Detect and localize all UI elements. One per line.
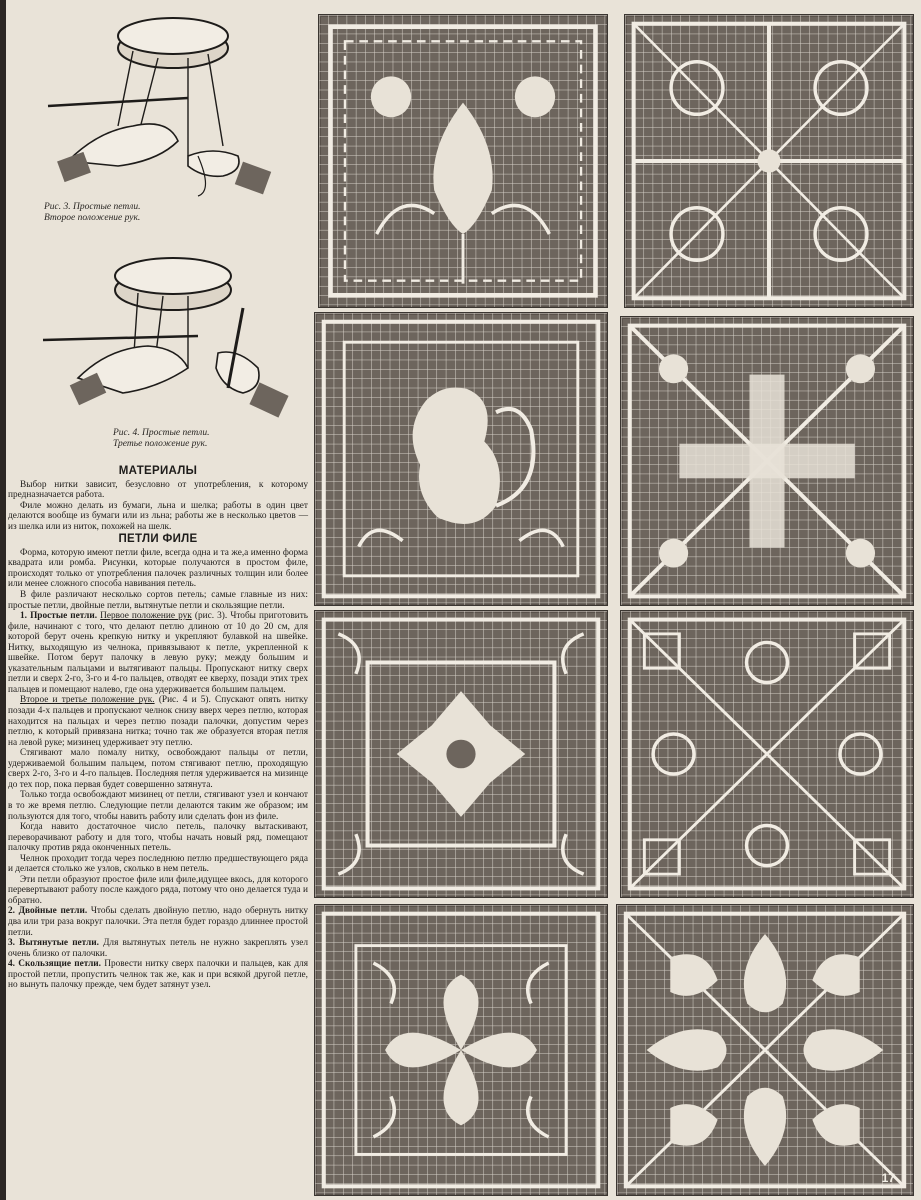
lace-panel-diagonal-cross <box>620 316 914 606</box>
materials-heading: МАТЕРИАЛЫ <box>118 465 198 477</box>
figure-3-illustration <box>38 6 298 201</box>
page-spine-edge <box>0 0 6 1200</box>
lace-panel-oak-leaves <box>616 904 914 1196</box>
pulled-loops-label: 3. Вытянутые петли. <box>8 938 99 949</box>
lace-panel-squirrel <box>314 312 608 606</box>
caption-line: Третье положение рук. <box>113 439 208 449</box>
lace-pattern <box>621 611 913 897</box>
lace-pattern <box>315 313 607 605</box>
paragraph-simple-loops <box>8 611 308 695</box>
second-position-label: Второе и третье положение рук. <box>20 695 155 706</box>
sliding-loops-label: 4. Скользящие петли. <box>8 959 101 970</box>
lace-panel-circles-spirals <box>620 610 914 898</box>
paragraph-second-position <box>8 695 308 748</box>
lace-pattern <box>315 905 607 1195</box>
figure-3-caption <box>44 202 194 224</box>
paragraph-sliding-loops <box>8 959 308 991</box>
paragraph: Форма, которую имеют петли филе, всегда одна и та же,а именно форма квадрата или ромба. Рисунки, которые получаются в простом филе, происходят только от употребления палочек различных толщин или более или менее сложного способа навивания петель. <box>8 547 308 590</box>
double-loops-text: Чтобы сделать двойную петлю, надо обернуть нитку два или три раза вокруг палочки. Эта петля будет гораздо длиннее простой петли. <box>8 906 309 938</box>
lace-pattern <box>315 611 607 897</box>
paragraph: Стягивают мало помалу нитку, освобождают пальцы от петли, удерживаемой большим пальцем, потом стягивают петлю, проходящую сверх 2-го, 3-го и 4-го пальцев. Последняя петля удерживается на мизинце до тех пор, пока первая будет совершенно затянута. <box>8 748 308 790</box>
paragraph: Эти петли образуют простое филе или филе,идущее вкось, для которого перевертывают работу после каждого ряда, потому что оно делается туда и обратно. <box>8 874 308 906</box>
loops-heading: ПЕТЛИ ФИЛЕ <box>118 533 198 546</box>
caption-line: Рис. 3. Простые петли. <box>44 202 141 212</box>
page-number: 17 <box>881 1171 895 1185</box>
paragraph: Челнок проходит тогда через последнюю петлю предшествующего ряда и делается столько же узлов, сколько в нем петель. <box>8 853 308 875</box>
lace-panel-star-rosettes <box>624 14 914 308</box>
paragraph-double-loops <box>8 906 308 938</box>
double-loops-label: 2. Двойные петли. <box>8 906 88 917</box>
text-column <box>8 6 308 1196</box>
paragraph: Только тогда освобождают мизинец от петли, стягивают узел и кончают в то же время петлю. Следующие петли делаются таким же образом; им пользуются для того, чтобы навить работу или сделать фон из филе. <box>8 790 308 822</box>
lace-pattern <box>319 15 607 307</box>
first-position-label: Первое положение рук <box>100 611 192 622</box>
lace-panel-four-hearts <box>314 904 608 1196</box>
paragraph: Выбор нитки зависит, безусловно от употребления, к которому предназначается работа. <box>8 479 308 501</box>
caption-line: Второе положение рук. <box>44 213 141 223</box>
paragraph-pulled-loops <box>8 938 308 959</box>
figure-4-caption <box>113 428 263 450</box>
paragraph: Когда навито достаточное число петель, палочку вытаскивают, переворачивают работу и для того, чтобы начать новый ряд, помещают палочку против ряда оконченных петель. <box>8 822 308 854</box>
article-text <box>8 464 308 991</box>
lace-panel-center-square <box>314 610 608 898</box>
lace-panel-flower-lattice <box>318 14 608 308</box>
hands-netting-drawing <box>38 6 298 201</box>
second-position-text: (Рис. 4 и 5). Спускают опять нитку позади 4-х пальцев и пропускают челнок снизу вверх через петлю, которая находится на пальцах и через петлю позади палочки, допустим через петлю, к который привязана нитка; точно так же образуется вторая петля на левой руке; мизинец удерживает эту петлю. <box>8 695 309 748</box>
lace-pattern <box>621 317 913 605</box>
figure-4-illustration <box>38 238 298 428</box>
hands-netting-drawing <box>38 238 298 428</box>
caption-line: Рис. 4. Простые петли. <box>113 428 210 438</box>
pulled-loops-text: Для вытянутых петель не нужно закреплять узел очень близко от палочки. <box>8 938 308 959</box>
paragraph: Филе можно делать из бумаги, льна и шелка; работы в один цвет делаются вообще из бумаги или из льна; работы же в несколько цветов — из шелка или из ниток, похожей на шелк. <box>8 500 308 532</box>
simple-loops-text: (рис. 3). Чтобы приготовить филе, начинают с того, что делают петлю длиною от 10 до 20 см, для которой берут очень крепкую нитку и укрепляют булавкой на швейке. Нитку, выходящую из челнока, привязывают к петле, укрепленной к швейке. Потом берут палочку в левую руку; между большим и указательным пальцами и вытягивают пальцы. Пропускают нитку сверх петли и сверх 2-го, 3-го и 4-го пальцев, отводят ее кверху, позади этих трех пальцев и помещают налево, где она удерживается большим пальцем. <box>8 611 308 695</box>
paragraph: В филе различают несколько сортов петель; самые главные из них: простые петли, двойные петли, вытянутые петли и скользящие петли. <box>8 590 308 611</box>
sliding-loops-text: Провести нитку сверх палочки и пальцев, как для простой петли, пропустить челнок так же, как и при всякой другой петле, но вынуть палочку прежде, чем будет затянут узел. <box>8 959 308 991</box>
lace-pattern <box>617 905 913 1195</box>
simple-loops-label: 1. Простые петли. <box>20 611 98 622</box>
lace-pattern <box>625 15 913 307</box>
